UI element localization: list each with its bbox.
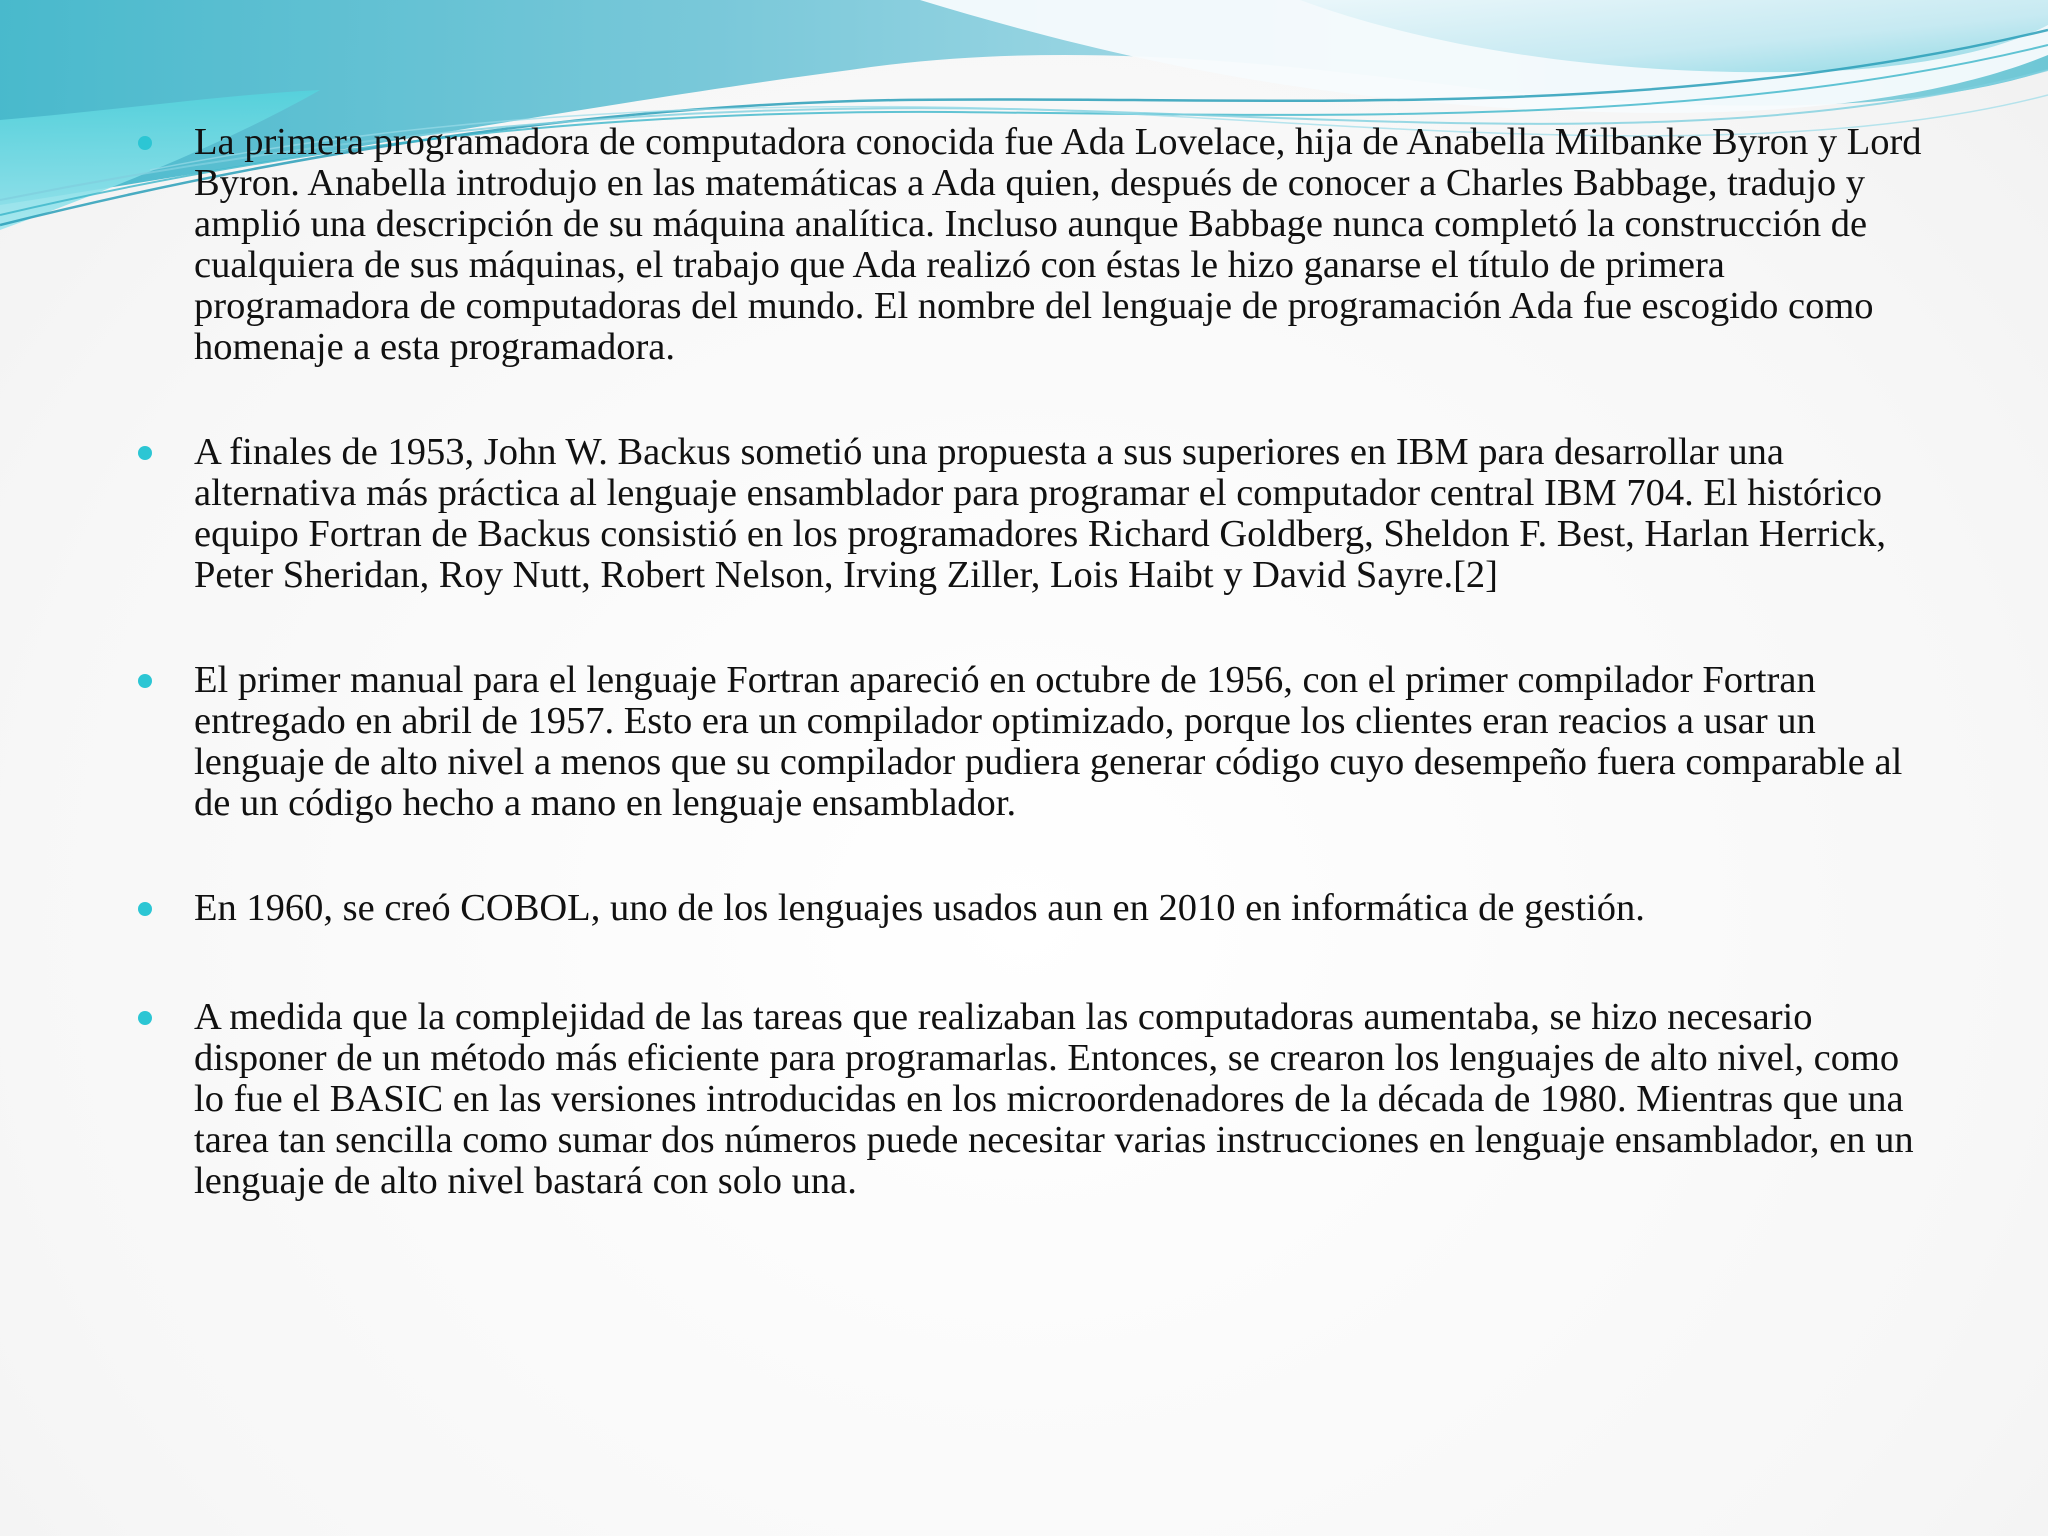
- bullet-list: [130, 122, 1930, 1266]
- bullet-text: En 1960, se creó COBOL, uno de los lenguajes usados aun en 2010 en informática de gestión.: [194, 887, 1645, 929]
- bullet-dot-icon: [138, 902, 152, 916]
- bullet-dot-icon: [138, 674, 152, 688]
- bullet-text: A finales de 1953, John W. Backus sometió una propuesta a sus superiores en IBM para desarrollar una alternativa más práctica al lenguaje ensamblador para programar el computador central IBM 704. El histórico equipo Fortran de Backus consistió en los programadores Richard Goldberg, Sheldon F. Best, Harlan Herrick, Peter Sheridan, Roy Nutt, Robert Nelson, Irving Ziller, Lois Haibt y David Sayre.[2]: [194, 431, 1886, 596]
- bullet-dot-icon: [138, 1011, 152, 1025]
- bullet-text: El primer manual para el lenguaje Fortran apareció en octubre de 1956, con el primer compilador Fortran entregado en abril de 1957. Esto era un compilador optimizado, porque los clientes eran reacios a usar un lenguaje de alto nivel a menos que su compilador pudiera generar código cuyo desempeño fuera comparable al de un código hecho a mano en lenguaje ensamblador.: [194, 659, 1903, 824]
- bullet-item-ada-lovelace: [130, 122, 1930, 368]
- bullet-dot-icon: [138, 136, 152, 150]
- bullet-item-cobol: [130, 888, 1930, 929]
- bullet-item-fortran-manual: [130, 660, 1930, 824]
- bullet-dot-icon: [138, 446, 152, 460]
- bullet-item-backus-fortran: [130, 432, 1930, 596]
- bullet-text: A medida que la complejidad de las tareas que realizaban las computadoras aumentaba, se hizo necesario disponer de un método más eficiente para programarlas. Entonces, se crearon los lenguajes de alto nivel, como lo fue el BASIC en las versiones introducidas en los microordenadores de la década de 1980. Mientras que una tarea tan sencilla como sumar dos números puede necesitar varias instrucciones en lenguaje ensamblador, en un lenguaje de alto nivel bastará con solo una.: [194, 996, 1914, 1202]
- bullet-item-high-level-languages: [130, 997, 1930, 1202]
- bullet-text: La primera programadora de computadora conocida fue Ada Lovelace, hija de Anabella Milbanke Byron y Lord Byron. Anabella introdujo en las matemáticas a Ada quien, después de conocer a Charles Babbage, tradujo y amplió una descripción de su máquina analítica. Incluso aunque Babbage nunca completó la construcción de cualquiera de sus máquinas, el trabajo que Ada realizó con éstas le hizo ganarse el título de primera programadora de computadoras del mundo. El nombre del lenguaje de programación Ada fue escogido como homenaje a esta programadora.: [194, 121, 1922, 368]
